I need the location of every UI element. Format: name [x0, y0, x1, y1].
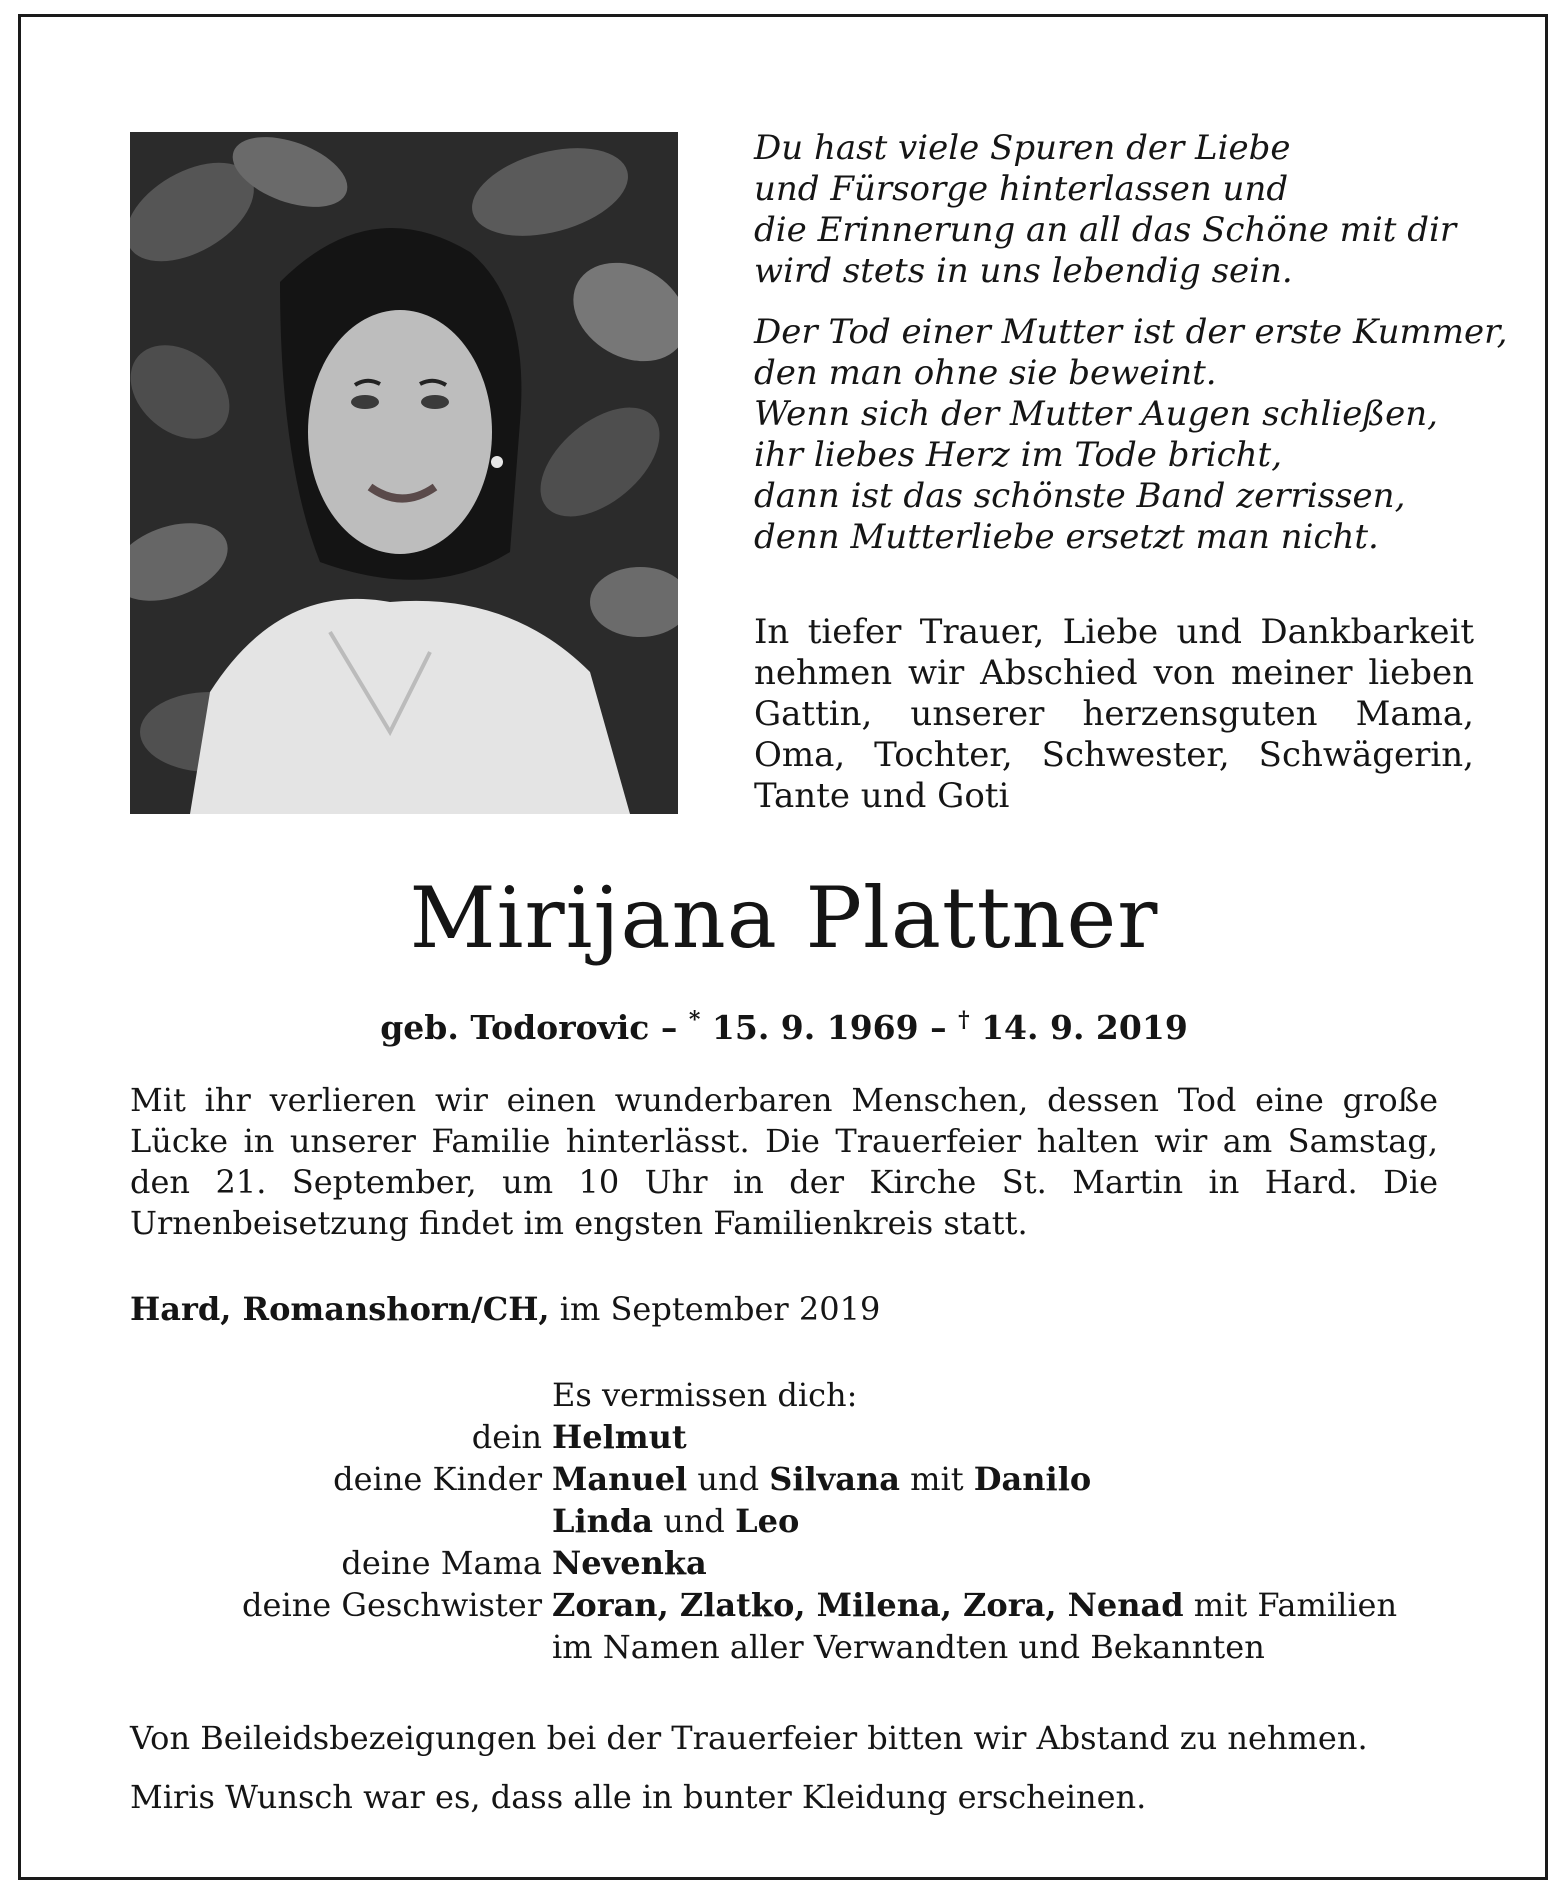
relation-label: dein	[471, 1418, 542, 1456]
mourner-name: Nevenka	[552, 1544, 707, 1582]
intro-text: In tiefer Trauer, Liebe und Dankbarkeit nehmen wir Abschied von meiner lieben Gattin, unserer herzensguten Mama, Oma, Tochter, Schwester, Schwägerin, Tante und Goti	[754, 612, 1474, 816]
relation-label: deine Geschwister	[242, 1586, 542, 1624]
closing-line: Von Beileidsbezeigungen bei der Trauerfeier bitten wir Abstand zu nehmen.	[130, 1719, 1368, 1757]
poem	[754, 128, 1508, 578]
poem-line: Wenn sich der Mutter Augen schließen,	[754, 394, 1438, 434]
mourners-heading: Es vermissen dich:	[552, 1376, 858, 1414]
poem-line: Du hast viele Spuren der Liebe	[754, 128, 1291, 168]
conjunction: und	[697, 1460, 760, 1498]
birth-symbol: *	[688, 1007, 701, 1033]
conjunction: mit	[910, 1460, 964, 1498]
place-date-line	[130, 1289, 880, 1330]
relation-label: deine Mama	[341, 1544, 542, 1582]
death-date: 14. 9. 2019	[981, 1008, 1188, 1047]
closing-line: Miris Wunsch war es, dass alle in bunter Kleidung erscheinen.	[130, 1778, 1147, 1816]
birth-name: geb. Todorovic	[380, 1008, 650, 1047]
mourners-heading-row	[130, 1374, 1450, 1416]
portrait-photo	[130, 132, 678, 814]
mourner-row-mother	[130, 1542, 1450, 1584]
siblings-suffix: mit Familien	[1193, 1586, 1398, 1624]
mourner-name: Zoran, Zlatko, Milena, Zora, Nenad	[552, 1586, 1184, 1624]
mourner-row-siblings	[130, 1584, 1450, 1626]
place-locations: Hard, Romanshorn/CH,	[130, 1290, 550, 1328]
poem-line: den man ohne sie beweint.	[754, 353, 1217, 393]
poem-line: denn Mutterliebe ersetzt man nicht.	[754, 517, 1379, 557]
mourners-list	[130, 1374, 1450, 1668]
poem-line: die Erinnerung an all das Schöne mit dir	[754, 210, 1457, 250]
poem-stanza-1	[754, 128, 1474, 292]
announcement-text: Mit ihr verlieren wir einen wunderbaren Menschen, dessen Tod eine große Lücke in unserer Familie hinterlässt. Die Trauerfeier halten wir am Samstag, den 21. September, um 10 Uhr in der Kirche St. Martin in Hard. Die Urnenbeisetzung findet im engsten Familienkreis statt.	[130, 1081, 1438, 1242]
relation-label: deine Kinder	[333, 1460, 542, 1498]
mourner-row-husband	[130, 1416, 1450, 1458]
mourner-name: Leo	[735, 1502, 800, 1540]
poem-line: ihr liebes Herz im Tode bricht,	[754, 435, 1283, 475]
mourner-name: Danilo	[973, 1460, 1092, 1498]
mourner-row-grandchildren	[130, 1500, 1450, 1542]
poem-line: dann ist das schönste Band zerrissen,	[754, 476, 1406, 516]
poem-line: Der Tod einer Mutter ist der erste Kummer,	[754, 312, 1508, 352]
conjunction: und	[663, 1502, 725, 1540]
place-date: im September 2019	[559, 1290, 881, 1328]
birth-date: 15. 9. 1969	[711, 1008, 919, 1047]
mourner-name: Silvana	[769, 1460, 900, 1498]
mourner-name: Helmut	[552, 1418, 687, 1456]
poem-line: wird stets in uns lebendig sein.	[754, 251, 1293, 291]
mourner-name: Manuel	[552, 1460, 688, 1498]
life-dates: geb. Todorovic – * 15. 9. 1969 – † 14. 9. 2019	[380, 1007, 1188, 1047]
poem-line: und Fürsorge hinterlassen und	[754, 169, 1289, 209]
death-symbol: †	[958, 1007, 970, 1033]
deceased-name: Mirijana Plattner	[409, 869, 1159, 967]
closing-notes	[130, 1718, 1450, 1836]
mourners-footer: im Namen aller Verwandten und Bekannten	[552, 1628, 1265, 1666]
mourner-name: Linda	[552, 1502, 654, 1540]
poem-stanza-2	[754, 312, 1508, 558]
mourner-row-children	[130, 1458, 1450, 1500]
mourners-footer-row	[130, 1626, 1450, 1668]
